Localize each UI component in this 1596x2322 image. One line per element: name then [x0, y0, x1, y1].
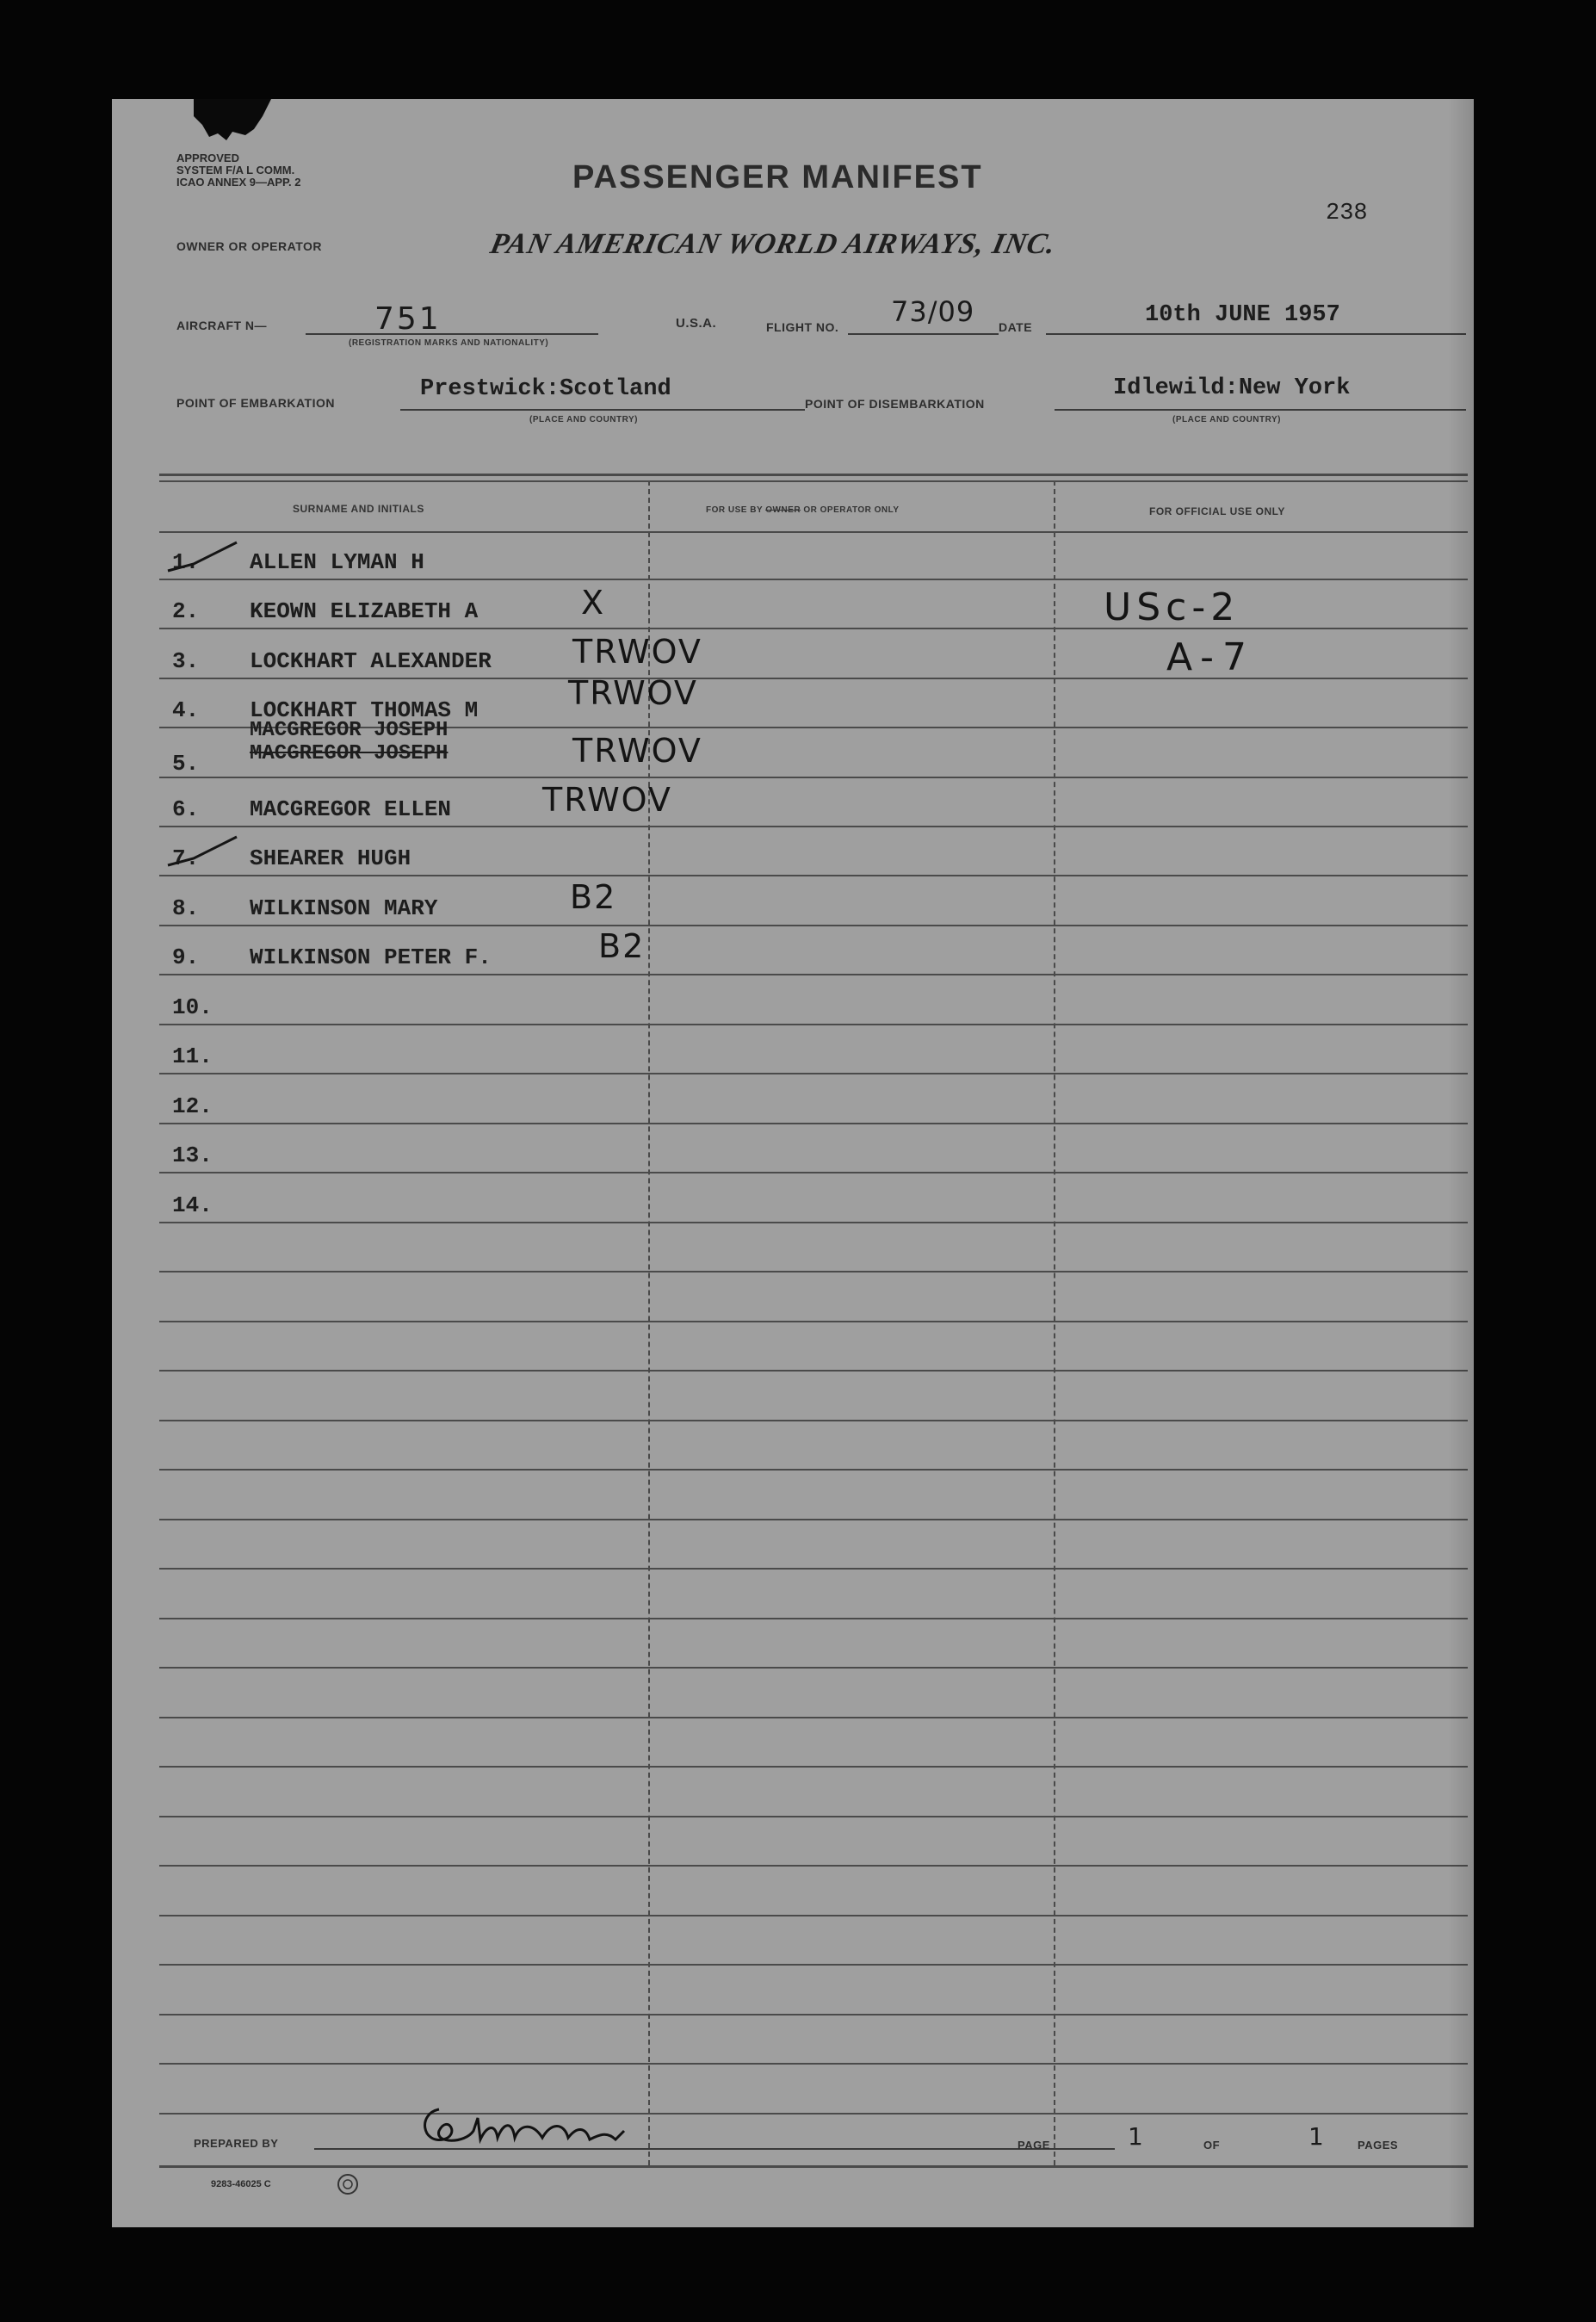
- col-header-operator: [706, 505, 900, 515]
- embarkation-caption: (PLACE AND COUNTRY): [529, 415, 638, 424]
- row-number: 10.: [172, 994, 213, 1020]
- passenger-name: KEOWN ELIZABETH A: [250, 598, 479, 624]
- torn-corner: [194, 99, 271, 159]
- operator-mark: TRWOV: [572, 633, 702, 671]
- nationality-label: U.S.A.: [676, 316, 717, 331]
- row-number: 11.: [172, 1043, 213, 1069]
- row-number: 3.: [172, 648, 200, 674]
- page-number: 1: [1128, 2122, 1146, 2151]
- airline-name: PAN AMERICAN WORLD AIRWAYS, INC.: [487, 228, 1060, 260]
- check-mark: [164, 833, 241, 871]
- col-header-official: FOR OFFICIAL USE ONLY: [1149, 505, 1285, 517]
- disembarkation-value: Idlewild:New York: [1113, 375, 1351, 401]
- col-header-operator-prefix: FOR USE BY: [706, 505, 763, 515]
- flight-value: 73/09: [891, 295, 975, 328]
- manifest-sheet: [112, 99, 1474, 2227]
- passenger-name: LOCKHART ALEXANDER: [250, 648, 492, 674]
- row-number: 13.: [172, 1142, 213, 1168]
- page-total: 1: [1308, 2122, 1327, 2151]
- struck-name: MACGREGOR JOSEPH: [250, 742, 448, 765]
- row-number: 9.: [172, 944, 200, 970]
- page-stamp-number: 238: [1326, 201, 1368, 226]
- approval-line-2: SYSTEM F/A L COMM.: [176, 164, 295, 176]
- col-header-operator-struck: OWNER: [765, 505, 801, 515]
- page-label: PAGE: [1018, 2139, 1050, 2152]
- col-header-operator-suffix: OR OPERATOR ONLY: [803, 505, 900, 515]
- row-number: 14.: [172, 1192, 213, 1218]
- col-header-surname: SURNAME AND INITIALS: [293, 503, 424, 515]
- passenger-name: WILKINSON PETER F.: [250, 944, 492, 970]
- operator-mark: TRWOV: [568, 674, 698, 712]
- operator-mark: B2: [570, 878, 617, 916]
- official-mark: USc-2: [1104, 585, 1240, 629]
- passenger-name: LOCKHART THOMAS M: [250, 697, 479, 723]
- operator-mark: TRWOV: [572, 732, 702, 770]
- embarkation-value: Prestwick:Scotland: [420, 376, 671, 402]
- passenger-name: MACGREGOR ELLEN: [250, 796, 452, 822]
- page-title: PASSENGER MANIFEST: [572, 159, 983, 195]
- aircraft-label: AIRCRAFT N—: [176, 319, 268, 332]
- disembarkation-caption: (PLACE AND COUNTRY): [1172, 415, 1281, 424]
- operator-mark: X: [581, 584, 606, 622]
- operator-mark: TRWOV: [542, 781, 672, 819]
- approval-note: [176, 152, 301, 189]
- row-number: 2.: [172, 598, 200, 624]
- form-number: 9283-46025 C: [211, 2179, 271, 2189]
- aircraft-value: 751: [374, 301, 442, 337]
- row-number: 5.: [172, 751, 200, 777]
- prepared-by-label: PREPARED BY: [194, 2137, 279, 2150]
- row-number: 7.: [172, 845, 200, 871]
- union-bug-icon: [336, 2172, 360, 2196]
- passenger-name: SHEARER HUGH: [250, 845, 411, 871]
- registration-caption: (REGISTRATION MARKS AND NATIONALITY): [349, 338, 549, 348]
- of-label: OF: [1203, 2139, 1221, 2152]
- date-label: DATE: [999, 320, 1033, 334]
- passenger-name: ALLEN LYMAN H: [250, 549, 424, 575]
- date-value: 10th JUNE 1957: [1145, 302, 1340, 328]
- signature: [413, 2096, 697, 2157]
- official-mark: A-7: [1166, 635, 1256, 679]
- check-mark: [164, 538, 241, 577]
- passenger-name: WILKINSON MARY: [250, 895, 438, 921]
- approval-line-1: APPROVED: [176, 152, 239, 164]
- flight-label: FLIGHT NO.: [766, 320, 839, 334]
- row-number: 1.: [172, 549, 200, 575]
- row-number: 12.: [172, 1093, 213, 1119]
- pages-label: PAGES: [1358, 2139, 1399, 2152]
- approval-line-3: ICAO ANNEX 9—APP. 2: [176, 176, 301, 189]
- row-number: 6.: [172, 796, 200, 822]
- disembarkation-label: POINT OF DISEMBARKATION: [805, 397, 985, 411]
- owner-label: OWNER OR OPERATOR: [176, 239, 322, 253]
- operator-mark: B2: [598, 927, 646, 965]
- row-number: 4.: [172, 697, 200, 723]
- row-number: 8.: [172, 895, 200, 921]
- passenger-name: MACGREGOR JOSEPH: [250, 719, 448, 742]
- embarkation-label: POINT OF EMBARKATION: [176, 396, 335, 410]
